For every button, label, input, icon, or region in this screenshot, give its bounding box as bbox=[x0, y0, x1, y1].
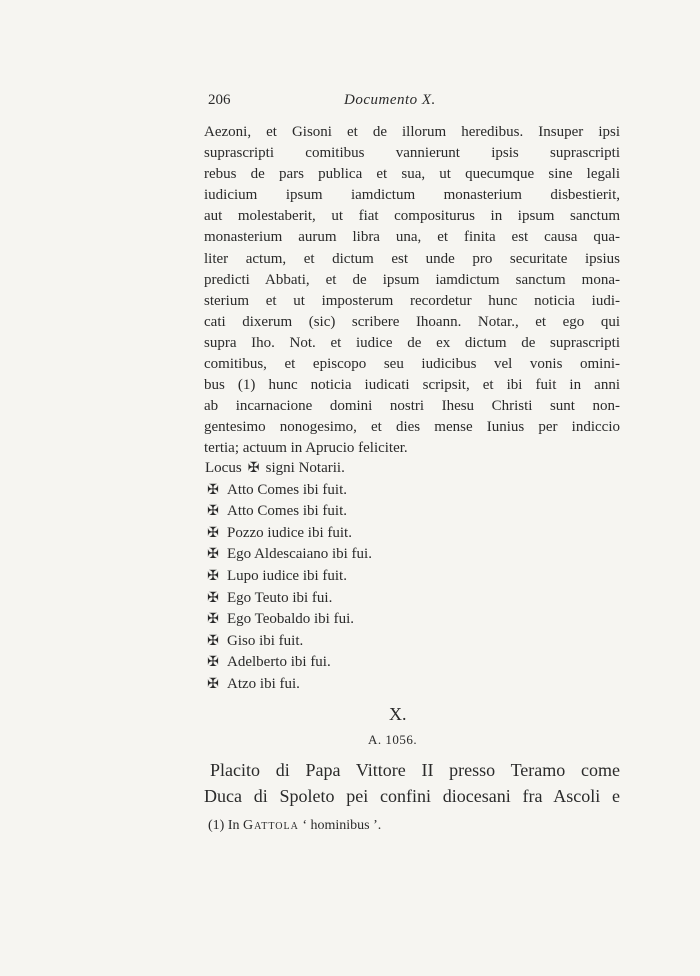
signature-text: Lupo iudice ibi fuit. bbox=[227, 567, 347, 584]
notary-signum-line bbox=[205, 458, 505, 480]
footnote-prefix: In bbox=[227, 818, 240, 833]
text-line: comitibus, et episcopo seu iudicibus vel vonis omini- bbox=[204, 356, 620, 373]
cross-icon: ✠ bbox=[207, 547, 219, 563]
text-line: sterium et ut imposterum recordetur hunc noticia iudi- bbox=[204, 292, 620, 309]
signature-text: Pozzo iudice ibi fuit. bbox=[227, 524, 352, 541]
text-line: gentesimo nonogesimo, et dies mense Iunius per indiccio bbox=[204, 419, 620, 436]
signature-text: Ego Teuto ibi fui. bbox=[227, 589, 333, 606]
cross-icon: ✠ bbox=[207, 633, 219, 649]
text-line: Aezoni, et Gisoni et de illorum heredibus. Insuper ipsi bbox=[204, 124, 620, 140]
footnote bbox=[208, 818, 381, 834]
page-header bbox=[208, 92, 618, 112]
signum-suffix: signi Notarii. bbox=[265, 460, 345, 476]
title-line: Placito di Papa Vittore II presso Teramo come bbox=[210, 760, 620, 780]
signature-line bbox=[205, 631, 505, 653]
text-line: predicti Abbati, et de ipsum iamdictum sanctum mona- bbox=[204, 271, 620, 288]
signature-text: Ego Teobaldo ibi fui. bbox=[227, 611, 354, 628]
cross-icon: ✠ bbox=[207, 568, 219, 584]
title-line: Duca di Spoleto pei confini diocesani fra Ascoli e bbox=[204, 786, 620, 806]
text-line: iudicium ipsum iamdictum monasterium disbestierit, bbox=[204, 187, 620, 204]
body-text bbox=[204, 122, 620, 460]
signature-line bbox=[205, 652, 505, 674]
text-line: bus (1) hunc noticia iudicati scripsit, et ibi fuit in anni bbox=[204, 377, 620, 394]
signature-text: Ego Aldescaiano ibi fui. bbox=[227, 546, 372, 563]
text-line: supra Iho. Not. et iudice de ex dictum de suprascripti bbox=[204, 334, 620, 351]
cross-icon: ✠ bbox=[207, 482, 219, 498]
text-line: cati dixerum (sic) scribere Ihoann. Notar., et ego qui bbox=[204, 313, 620, 330]
signature-text: Atto Comes ibi fuit. bbox=[227, 503, 347, 520]
signature-text: Atzo ibi fui. bbox=[227, 675, 300, 692]
signatures-list bbox=[205, 458, 505, 696]
text-line: monasterium aurum libra una, et finita est causa qua- bbox=[204, 229, 620, 246]
footnote-text: ‘ hominibus ’. bbox=[302, 818, 382, 833]
cross-icon: ✠ bbox=[207, 590, 219, 606]
cross-icon: ✠ bbox=[207, 612, 219, 628]
signature-line bbox=[205, 480, 505, 502]
signature-text: Giso ibi fuit. bbox=[227, 632, 304, 649]
signature-line bbox=[205, 609, 505, 631]
footnote-author: Gattola bbox=[243, 818, 299, 833]
running-title: Documento X. bbox=[344, 92, 436, 108]
signature-line bbox=[205, 674, 505, 696]
signum-prefix: Locus bbox=[205, 460, 242, 476]
cross-icon: ✠ bbox=[207, 525, 219, 541]
cross-icon: ✠ bbox=[247, 461, 260, 476]
signature-line bbox=[205, 544, 505, 566]
signature-text: Adelberto ibi fui. bbox=[227, 654, 331, 671]
text-line: rebus de pars publica et sua, ut quecumque sine legali bbox=[204, 166, 620, 183]
signature-text: Atto Comes ibi fuit. bbox=[227, 481, 347, 498]
page-number: 206 bbox=[208, 92, 231, 108]
document-title bbox=[204, 757, 620, 809]
document-year: A. 1056. bbox=[368, 732, 418, 747]
signature-line bbox=[205, 566, 505, 588]
cross-icon: ✠ bbox=[207, 655, 219, 671]
cross-icon: ✠ bbox=[207, 676, 219, 692]
signature-line bbox=[205, 501, 505, 523]
text-line: aut molestaberit, ut fiat compositurus in ipsum sanctum bbox=[204, 208, 620, 225]
text-line: suprascripti comitibus vannierunt ipsis suprascripti bbox=[204, 145, 620, 162]
text-line: tertia; actuum in Aprucio feliciter. bbox=[204, 440, 408, 457]
signature-line bbox=[205, 588, 505, 610]
text-line: liter actum, et dictum est unde pro securitate ipsius bbox=[204, 250, 620, 267]
footnote-marker: (1) bbox=[208, 818, 225, 833]
document-number: X. bbox=[389, 704, 407, 724]
text-line: ab incarnacione domini nostri Ihesu Christi sunt non- bbox=[204, 398, 620, 415]
signature-line bbox=[205, 523, 505, 545]
cross-icon: ✠ bbox=[207, 504, 219, 520]
